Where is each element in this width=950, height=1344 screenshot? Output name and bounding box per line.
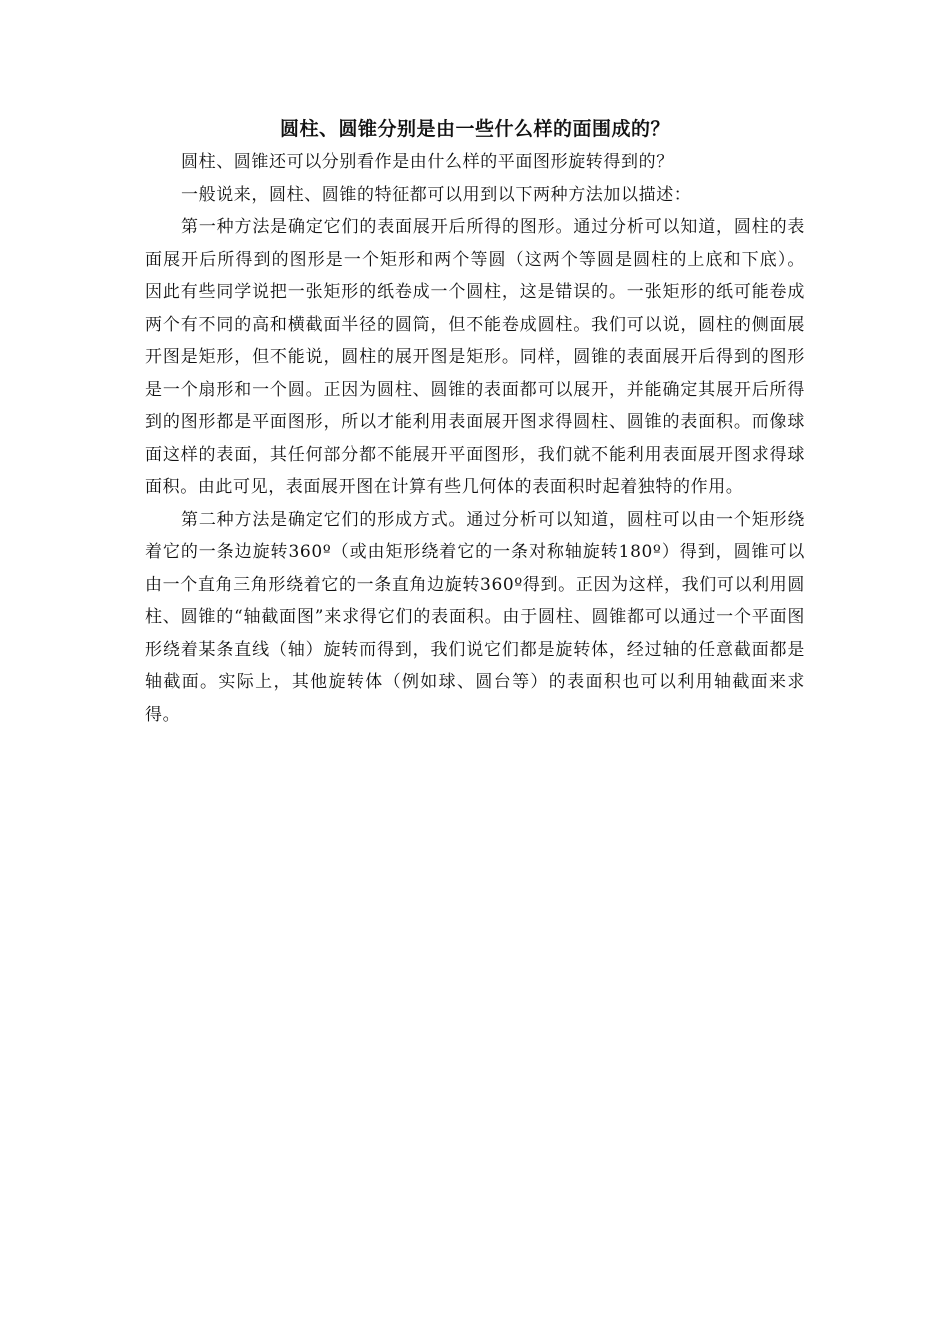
paragraph-method-two: 第二种方法是确定它们的形成方式。通过分析可以知道，圆柱可以由一个矩形绕着它的一条边旋转360º（或由矩形绕着它的一条对称轴旋转180º）得到，圆锥可以由一个直角三角形绕着它的一条直角边旋转360º得到。正因为这样，我们可以利用圆柱、圆锥的“轴截面图”来求得它们的表面积。由于圆柱、圆锥都可以通过一个平面图形绕着某条直线（轴）旋转而得到，我们说它们都是旋转体，经过轴的任意截面都是轴截面。实际上，其他旋转体（例如球、圆台等）的表面积也可以利用轴截面来求得。: [145, 509, 805, 725]
document-title: 圆柱、圆锥分别是由一些什么样的面围成的？: [279, 118, 670, 140]
paragraph-intro: 一般说来，圆柱、圆锥的特征都可以用到以下两种方法加以描述：: [181, 184, 692, 205]
document-body: [145, 112, 805, 731]
paragraph-question: 圆柱、圆锥还可以分别看作是由什么样的平面图形旋转得到的？: [181, 152, 674, 172]
paragraph-method-one: 第一种方法是确定它们的表面展开后所得的图形。通过分析可以知道，圆柱的表面展开后所得到的图形是一个矩形和两个等圆（这两个等圆是圆柱的上底和下底）。因此有些同学说把一张矩形的纸卷成一个圆柱，这是错误的。一张矩形的纸可能卷成两个有不同的高和横截面半径的圆筒，但不能卷成圆柱。我们可以说，圆柱的侧面展开图是矩形，但不能说，圆柱的展开图是矩形。同样，圆锥的表面展开后得到的图形是一个扇形和一个圆。正因为圆柱、圆锥的表面都可以展开，并能确定其展开后所得到的图形都是平面图形，所以才能利用表面展开图求得圆柱、圆锥的表面积。而像球面这样的表面，其任何部分都不能展开平面图形，我们就不能利用表面展开图求得球面积。由此可见，表面展开图在计算有些几何体的表面积时起着独特的作用。: [145, 217, 805, 497]
